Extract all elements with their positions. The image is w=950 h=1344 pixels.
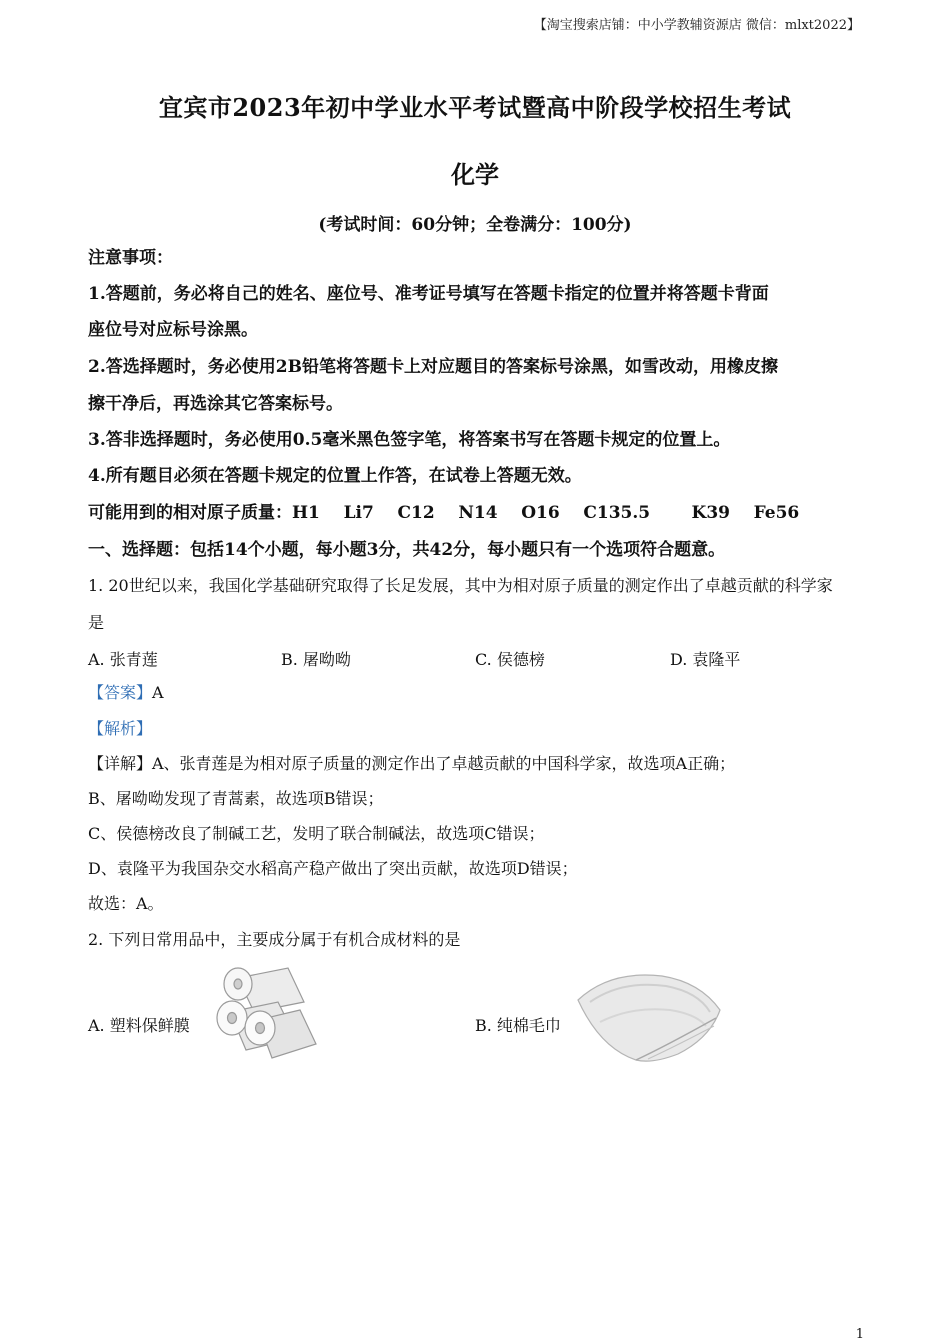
exam-info: (考试时间：60分钟；全卷满分：100分) [318,215,632,235]
plastic-wrap-rolls-image [208,962,320,1066]
exam-title: 宜宾市2023年初中学业水平考试暨高中阶段学校招生考试 [158,93,792,122]
page-number: 1 [855,1327,864,1342]
q1-stem-line-1: 1. 20世纪以来，我国化学基础研究取得了长足发展，其中为相对原子质量的测定作出了卓越贡献的科学家 [88,576,833,595]
q1-option-c: C. 侯德榜 [475,650,545,669]
q1-detail-b: B、屠呦呦发现了青蒿素，故选项B错误； [88,789,384,808]
q1-detail-c: C、侯德榜改良了制碱工艺，发明了联合制碱法，故选项C错误； [88,824,545,843]
note-2-line-2: 擦干净后，再选涂其它答案标号。 [88,394,343,414]
analysis-tag: 【解析】 [88,719,153,738]
q1-answer [88,681,868,705]
answer-tag: 【答案】 [88,683,153,702]
answer-value: A [152,683,164,702]
header-note: 【淘宝搜索店铺：中小学教辅资源店 微信：mlxt2022】 [533,18,860,33]
q1-option-a: A. 张青莲 [88,650,158,669]
subject-title: 化学 [451,160,499,189]
q1-conclusion: 故选：A。 [88,894,164,913]
q2-stem: 2. 下列日常用品中，主要成分属于有机合成材料的是 [88,930,461,949]
note-1-line-2: 座位号对应标号涂黑。 [88,320,258,340]
section-1-heading: 一、选择题：包括14个小题，每小题3分，共42分，每小题只有一个选项符合题意。 [88,540,726,560]
notes-heading: 注意事项： [88,248,173,268]
note-1-line-1: 1.答题前，务必将自己的姓名、座位号、准考证号填写在答题卡指定的位置并将答题卡背面 [88,284,769,304]
cotton-towel-image [570,966,725,1070]
q1-option-d: D. 袁隆平 [670,650,741,669]
q2-option-a: A. 塑料保鲜膜 [88,1016,190,1035]
note-4: 4.所有题目必须在答题卡规定的位置上作答，在试卷上答题无效。 [88,466,582,486]
note-3: 3.答非选择题时，务必使用0.5毫米黑色签字笔，将答案书写在答题卡规定的位置上。 [88,430,731,450]
q1-stem-line-2: 是 [88,613,105,632]
q1-detail-d: D、袁隆平为我国杂交水稻高产稳产做出了突出贡献，故选项D错误； [88,859,578,878]
q2-option-b: B. 纯棉毛巾 [475,1016,561,1035]
note-2-line-1: 2.答选择题时，务必使用2B铅笔将答题卡上对应题目的答案标号涂黑，如雪改动，用橡皮擦 [88,357,778,377]
atomic-masses: 可能用到的相对原子质量：H1 Li7 C12 N14 O16 C135.5 K39 Fe56 [88,503,800,523]
q1-option-b: B. 屠呦呦 [281,650,351,669]
q1-detail-a: 【详解】A、张青莲是为相对原子质量的测定作出了卓越贡献的中国科学家，故选项A正确； [88,754,736,773]
